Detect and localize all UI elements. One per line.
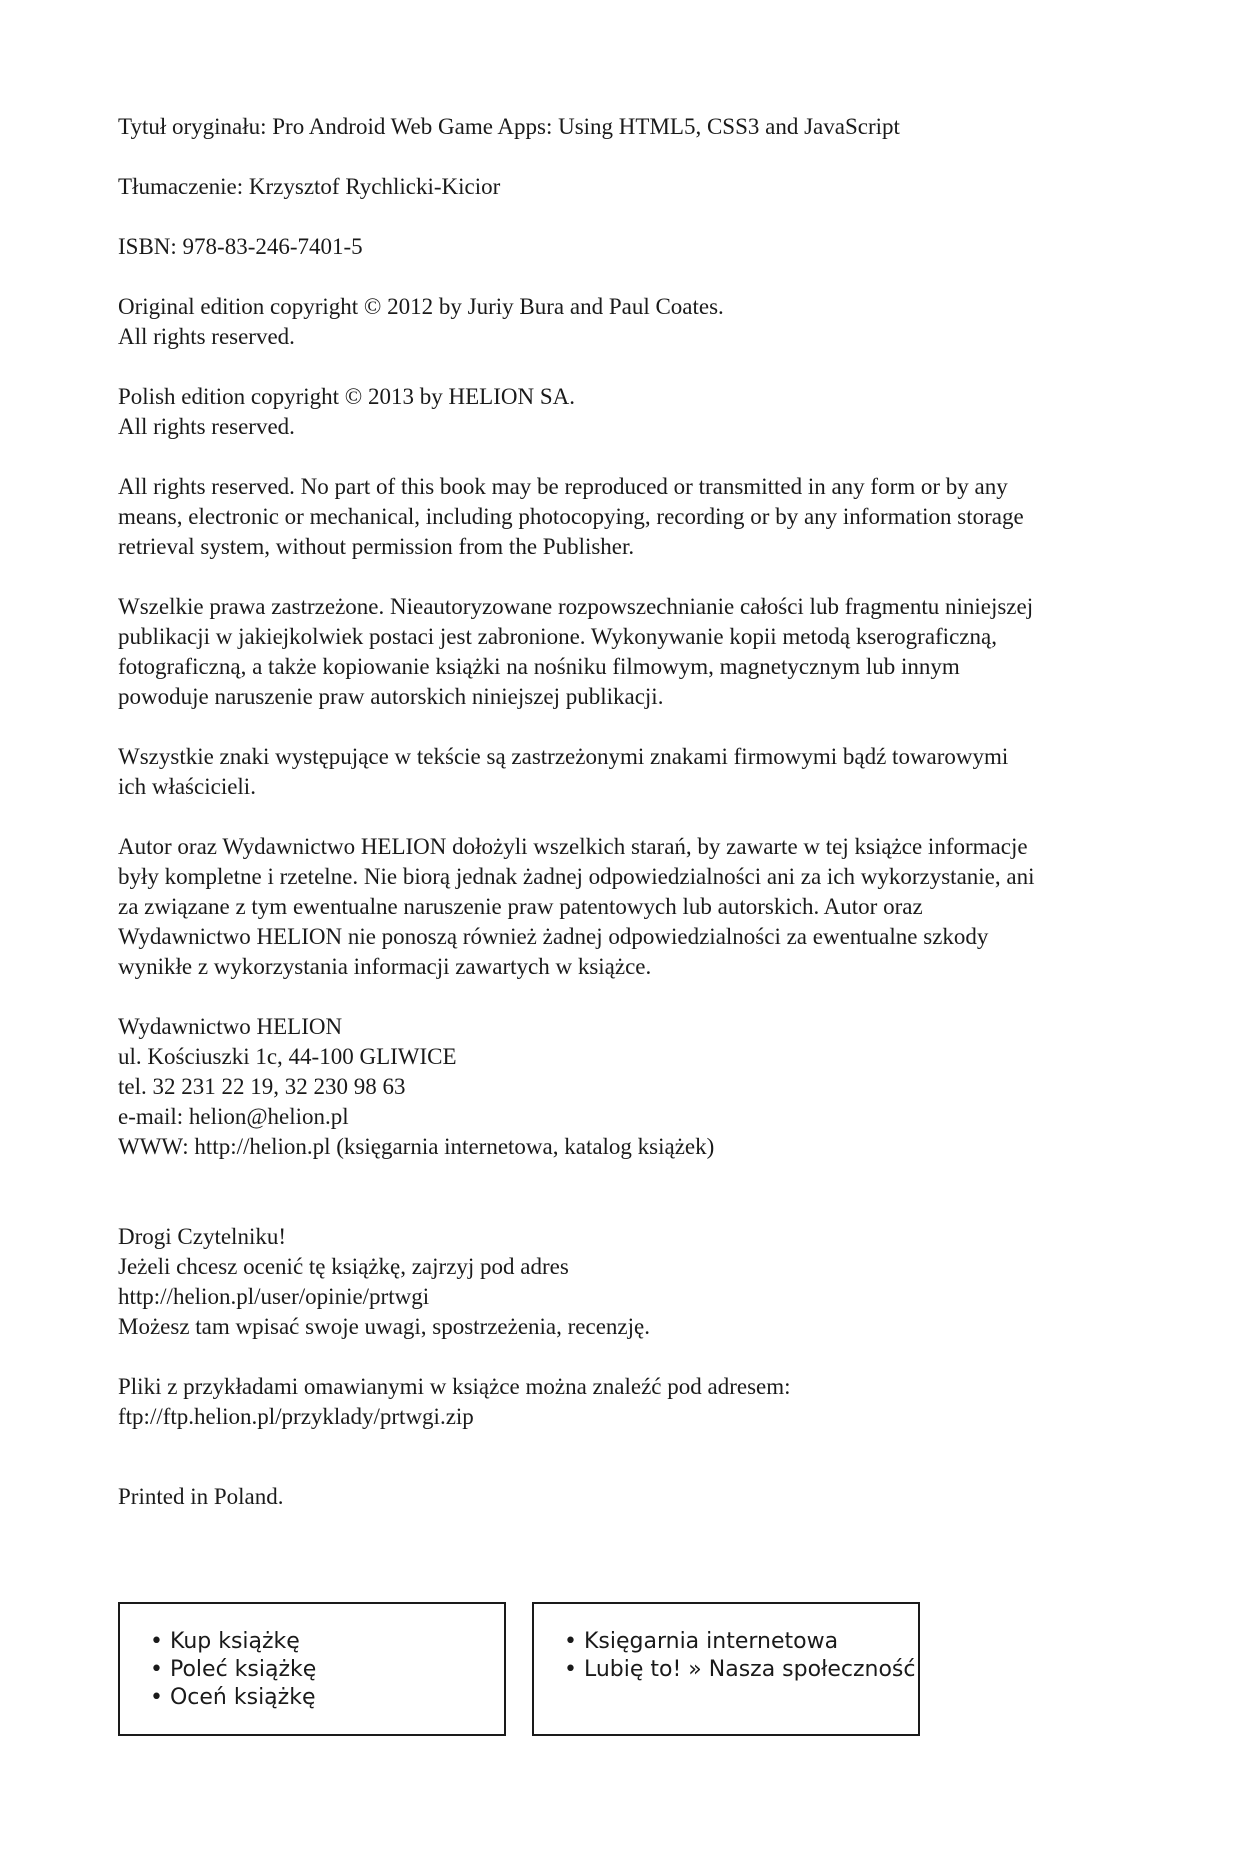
examples-note: Pliki z przykładami omawianymi w książce można znaleźć pod adresem: ftp://ftp.helion.pl/przyklady/prtwgi.zip bbox=[118, 1372, 1138, 1432]
original-title: Tytuł oryginału: Pro Android Web Game Apps: Using HTML5, CSS3 and JavaScript bbox=[118, 114, 900, 139]
promo-boxes bbox=[118, 1602, 923, 1740]
printed-in: Printed in Poland. bbox=[118, 1484, 284, 1509]
polish-copyright: Polish edition copyright © 2013 by HELION SA. All rights reserved. bbox=[118, 384, 576, 439]
rating-url[interactable]: http://helion.pl/user/opinie/prtwgi bbox=[118, 1284, 430, 1309]
english-rights-notice: All rights reserved. No part of this book may be reproduced or transmitted in any form or by any means, electronic or mechanical, including photocopying, recording or by any information storage retrieval system, without permission from the Publisher. bbox=[118, 474, 1024, 559]
translator: Tłumaczenie: Krzysztof Rychlicki-Kicior bbox=[118, 174, 501, 199]
buy-book-link[interactable]: • Kup książkę bbox=[150, 1628, 504, 1656]
publisher-contact: Wydawnictwo HELION ul. Kościuszki 1c, 44-100 GLIWICE tel. 32 231 22 19, 32 230 98 63 e-mail: helion@helion.pl WWW: http://helion.pl (księgarnia internetowa, katalog książek) bbox=[118, 1014, 715, 1159]
examples-url[interactable]: ftp://ftp.helion.pl/przyklady/prtwgi.zip bbox=[118, 1404, 474, 1429]
rate-book-link[interactable]: • Oceń książkę bbox=[150, 1684, 504, 1712]
polish-rights-notice: Wszelkie prawa zastrzeżone. Nieautoryzowane rozpowszechnianie całości lub fragmentu niniejszej publikacji w jakiejkolwiek postaci jest zabronione. Wykonywanie kopii metodą kserograficzną, fotograficzną, a także kopiowanie książki na nośniku filmowym, magnetycznym lub innym powoduje naruszenie praw autorskich niniejszej publikacji. bbox=[118, 594, 1034, 709]
original-copyright: Original edition copyright © 2012 by Juriy Bura and Paul Coates. All rights reserved. bbox=[118, 294, 724, 349]
reader-note: Drogi Czytelniku! Jeżeli chcesz ocenić tę książkę, zajrzyj pod adres http://helion.pl/user/opinie/prtwgi Możesz tam wpisać swoje uwagi, spostrzeżenia, recenzję. bbox=[118, 1222, 1138, 1342]
community-box bbox=[532, 1602, 920, 1736]
online-bookstore-link[interactable]: • Księgarnia internetowa bbox=[564, 1628, 918, 1656]
book-actions-box bbox=[118, 1602, 506, 1736]
copyright-page bbox=[118, 112, 1138, 1542]
recommend-book-link[interactable]: • Poleć książkę bbox=[150, 1656, 504, 1684]
community-link[interactable]: • Lubię to! » Nasza społeczność bbox=[564, 1656, 918, 1684]
isbn: ISBN: 978-83-246-7401-5 bbox=[118, 234, 363, 259]
disclaimer: Autor oraz Wydawnictwo HELION dołożyli wszelkich starań, by zawarte w tej książce informacje były kompletne i rzetelne. Nie biorą jednak żadnej odpowiedzialności ani za ich wykorzystanie, ani za związane z tym ewentualne naruszenie praw patentowych lub autorskich. Autor oraz Wydawnictwo HELION nie ponoszą również żadnej odpowiedzialności za ewentualne szkody wynikłe z wykorzystania informacji zawartych w książce. bbox=[118, 834, 1035, 979]
trademarks-notice: Wszystkie znaki występujące w tekście są zastrzeżonymi znakami firmowymi bądź towarowymi ich właścicieli. bbox=[118, 744, 1009, 799]
